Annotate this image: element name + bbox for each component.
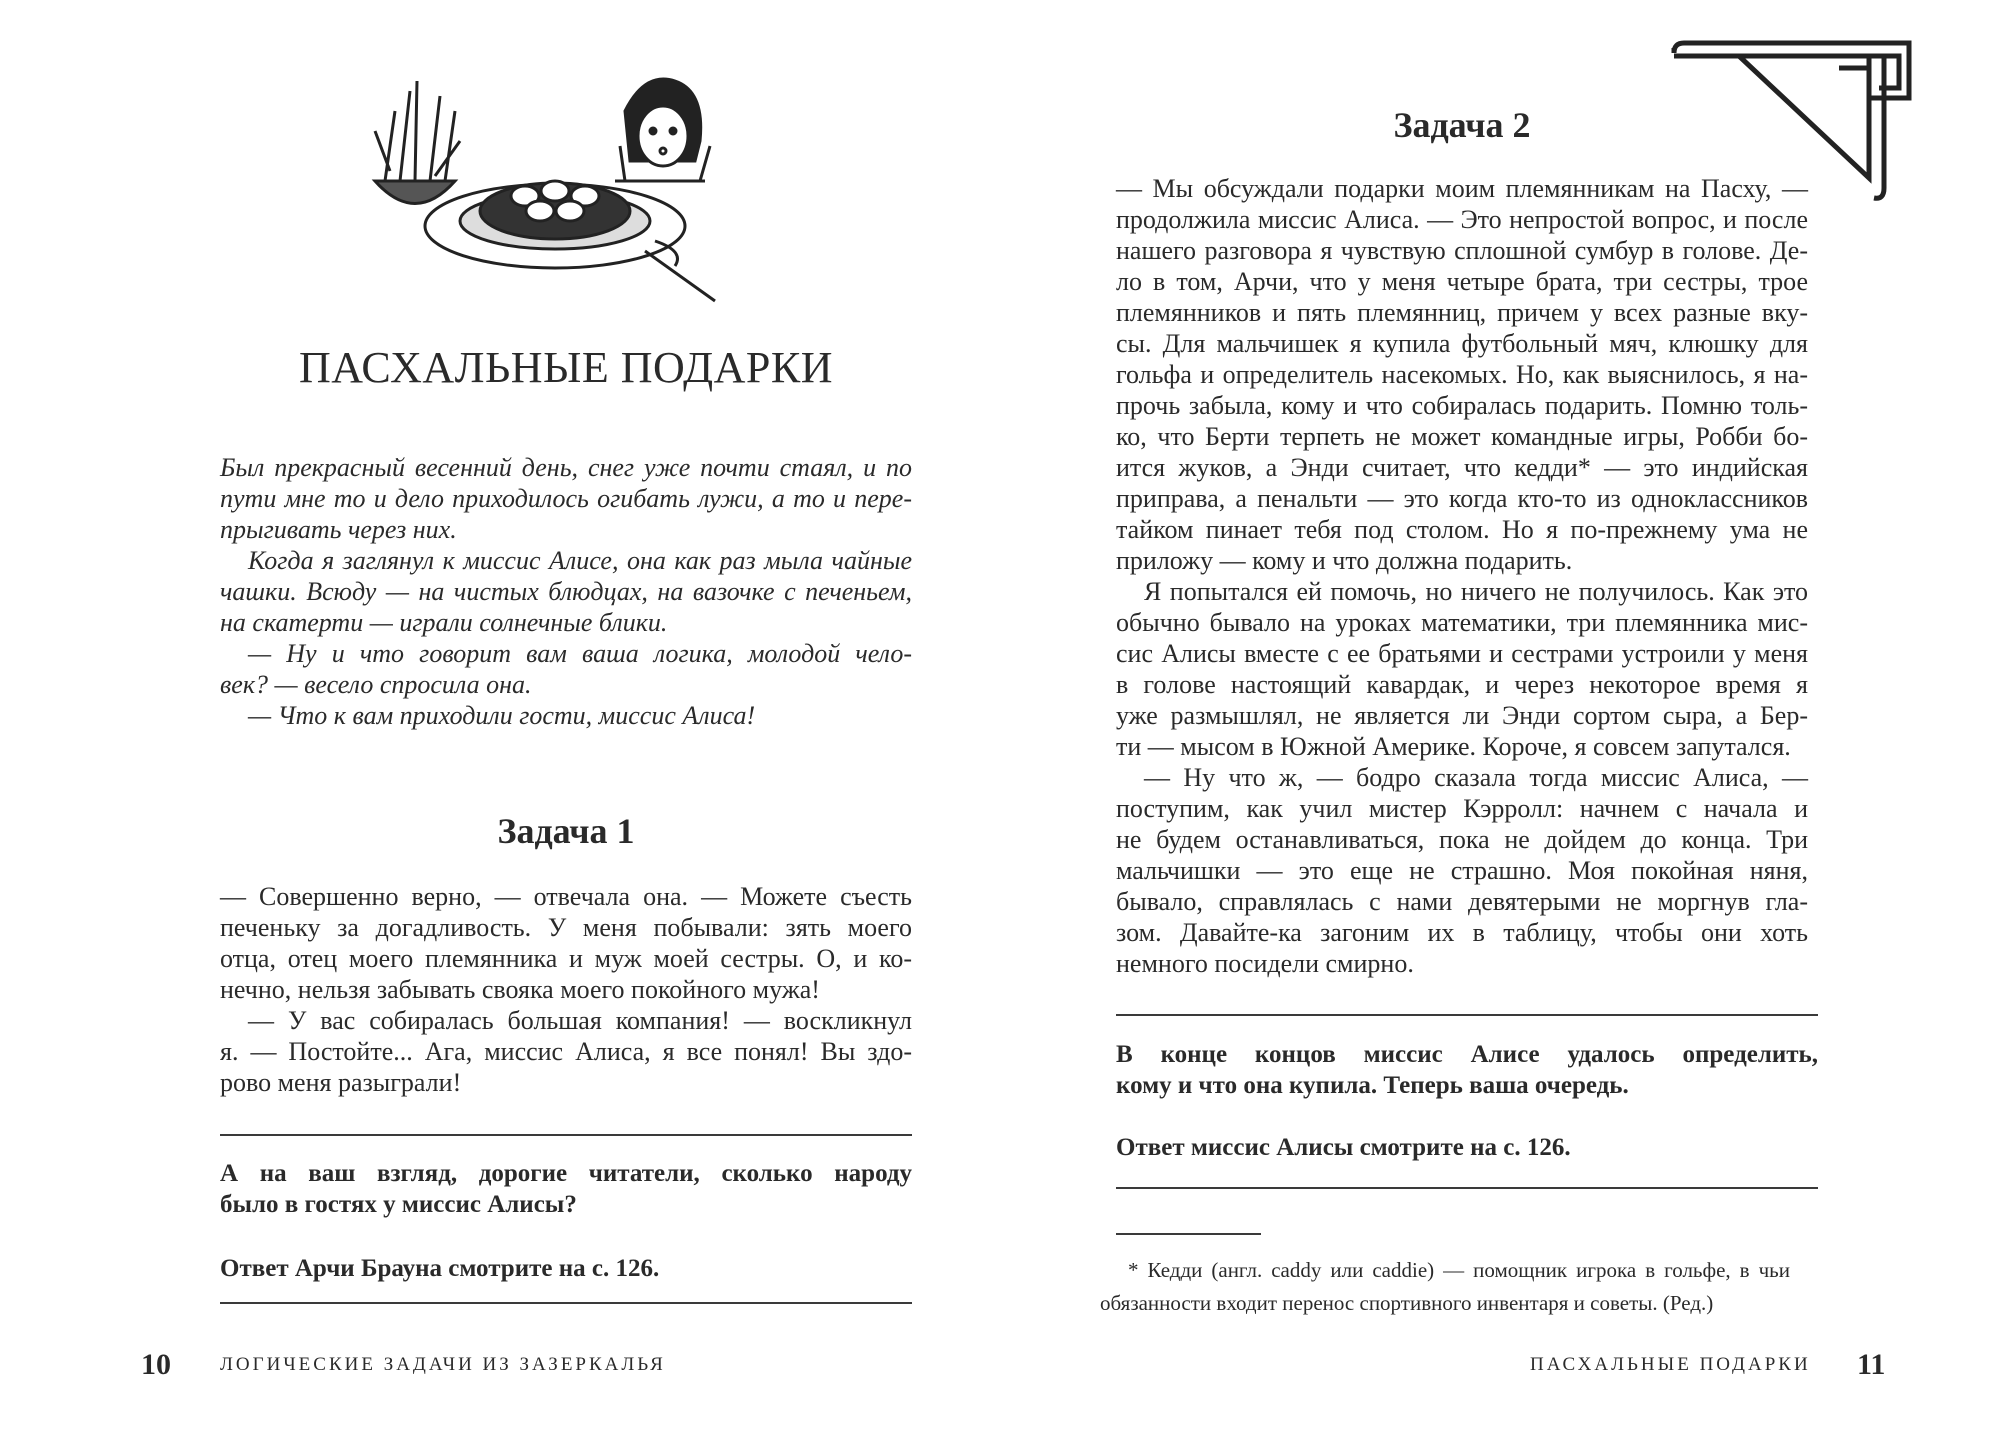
text-line: Был прекрасный весенний день, снег уже почти стаял, и по xyxy=(220,453,912,482)
text-line: обычно бывало на уроках математики, три племянника мис- xyxy=(1116,608,1808,637)
text-line: уже размышлял, не является ли Энди сортом сыра, а Бер- xyxy=(1116,701,1808,730)
task-2-question xyxy=(1116,1039,1818,1101)
text-line: поступим, как учил мистер Кэрролл: начнем с начала и xyxy=(1116,794,1808,823)
text-line: рово меня разыграли! xyxy=(220,1068,462,1097)
text-line: печеньку за догадливость. У меня побывали: зять моего xyxy=(220,913,912,942)
text-line: тайком пинает тебя под столом. Но я по-прежнему ума не xyxy=(1116,515,1808,544)
text-line: я. — Постойте... Ага, миссис Алиса, я все понял! Вы здо- xyxy=(220,1037,912,1066)
text-line: в голове настоящий кавардак, и через некоторое время я xyxy=(1116,670,1808,699)
divider xyxy=(1116,1014,1818,1016)
task-1-text xyxy=(220,881,912,1098)
text-line: гольфа и определитель насекомых. Но, как выяснилось, я на- xyxy=(1116,360,1808,389)
text-line: немного посидели смирно. xyxy=(1116,949,1414,978)
task-2-heading: Задача 2 xyxy=(1393,105,1531,145)
divider xyxy=(1116,1187,1818,1189)
text-line: сы. Для мальчишек я купила футбольный мяч, клюшку для xyxy=(1116,329,1808,358)
easter-table-illustration xyxy=(355,51,755,311)
text-line: — Мы обсуждали подарки моим племянникам на Пасху, — xyxy=(1116,174,1808,203)
text-line: В конце концов миссис Алисе удалось определить, xyxy=(1116,1041,1818,1068)
text-line: — Совершенно верно, — отвечала она. — Можете съесть xyxy=(220,882,912,911)
text-line: кому и что она купила. Теперь ваша очередь. xyxy=(1116,1072,1629,1099)
footnote-rule xyxy=(1116,1233,1261,1235)
text-line: — Что к вам приходили гости, миссис Алиса! xyxy=(248,701,756,730)
text-line: зом. Давайте-ка загоним их в таблицу, чтобы они хоть xyxy=(1116,918,1808,947)
text-line: отца, отец моего племянника и муж моей сестры. О, и ко- xyxy=(220,944,912,973)
task-2-text xyxy=(1116,173,1808,979)
intro-text xyxy=(220,452,912,731)
task-1-answer-reference xyxy=(220,1253,912,1284)
text-line: продолжила миссис Алиса. — Это непростой вопрос, и после xyxy=(1116,205,1808,234)
text-line: прочь забыла, кому и что собиралась подарить. Помню толь- xyxy=(1116,391,1808,420)
task-1-heading: Задача 1 xyxy=(497,811,635,851)
text-line: сис Алисы вместе с ее братьями и сестрами устроили у меня xyxy=(1116,639,1808,668)
text-line: на скатерти — играли солнечные блики. xyxy=(220,608,668,637)
text-line: нечно, нельзя забывать свояка моего покойного мужа! xyxy=(220,975,820,1004)
text-line: нашего разговора я чувствую сплошной сумбур в голове. Де- xyxy=(1116,236,1808,265)
text-line: Когда я заглянул к миссис Алисе, она как раз мыла чайные xyxy=(248,546,912,575)
text-line: А на ваш взгляд, дорогие читатели, сколько народу xyxy=(220,1160,912,1187)
task-2-answer-reference xyxy=(1116,1132,1808,1163)
task-1-question xyxy=(220,1158,912,1220)
text-line: ло в том, Арчи, что у меня четыре брата, три сестры, трое xyxy=(1116,267,1808,296)
text-line: ится жуков, а Энди считает, что кедди* — это индийская xyxy=(1116,453,1808,482)
text-line: Ответ миссис Алисы смотрите на с. 126. xyxy=(1116,1134,1571,1161)
text-line: прыгивать через них. xyxy=(220,515,457,544)
running-head-left: ЛОГИЧЕСКИЕ ЗАДАЧИ ИЗ ЗАЗЕРКАЛЬЯ xyxy=(220,1354,666,1375)
text-line: мальчишки — это еще не страшно. Моя покойная няня, xyxy=(1116,856,1808,885)
text-line: бывало, справлялась с нами девятерыми не моргнув гла- xyxy=(1116,887,1808,916)
text-line: чашки. Всюду — на чистых блюдцах, на вазочке с печеньем, xyxy=(220,577,912,606)
text-line: приправа, а пенальти — это когда кто-то из одноклассников xyxy=(1116,484,1808,513)
page-number-left: 10 xyxy=(141,1348,171,1381)
text-line: было в гостях у миссис Алисы? xyxy=(220,1191,577,1218)
text-line: — У вас собиралась большая компания! — воскликнул xyxy=(248,1006,912,1035)
chapter-title: ПАСХАЛЬНЫЕ ПОДАРКИ xyxy=(299,343,833,392)
text-line: — Ну что ж, — бодро сказала тогда миссис Алиса, — xyxy=(1144,763,1808,792)
text-line: — Ну и что говорит вам ваша логика, молодой чело- xyxy=(248,639,912,668)
divider xyxy=(220,1302,912,1304)
text-line: * Кедди (англ. caddy или caddie) — помощник игрока в гольфе, в чьи xyxy=(1128,1258,1790,1282)
footnote xyxy=(1100,1254,1790,1320)
divider xyxy=(220,1134,912,1136)
text-line: племянников и пять племянниц, причем у всех разные вку- xyxy=(1116,298,1808,327)
text-line: Ответ Арчи Брауна смотрите на с. 126. xyxy=(220,1255,660,1282)
text-line: не будем останавливаться, пока не дойдем до конца. Три xyxy=(1116,825,1808,854)
text-line: ко, что Берти терпеть не может командные игры, Робби бо- xyxy=(1116,422,1808,451)
running-head-right: ПАСХАЛЬНЫЕ ПОДАРКИ xyxy=(1530,1354,1811,1375)
text-line: приложу — кому и что должна подарить. xyxy=(1116,546,1573,575)
text-line: пути мне то и дело приходилось огибать лужи, а то и пере- xyxy=(220,484,912,513)
text-line: обязанности входит перенос спортивного инвентаря и советы. (Ред.) xyxy=(1100,1291,1714,1315)
text-line: ти — мысом в Южной Америке. Короче, я совсем запутался. xyxy=(1116,732,1791,761)
page-number-right: 11 xyxy=(1857,1348,1886,1381)
text-line: Я попытался ей помочь, но ничего не получилось. Как это xyxy=(1144,577,1808,606)
text-line: век? — весело спросила она. xyxy=(220,670,532,699)
